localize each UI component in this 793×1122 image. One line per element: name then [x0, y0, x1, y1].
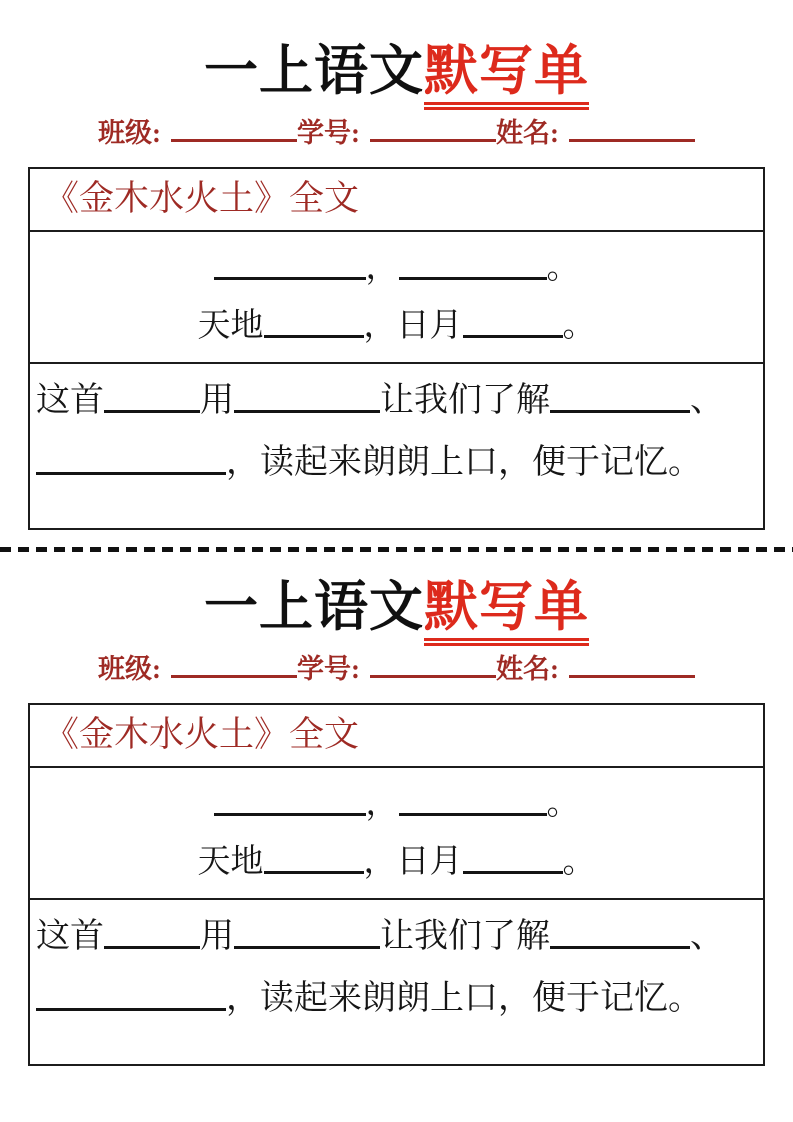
- poem-line: [30, 239, 763, 297]
- line-text: ，: [365, 249, 399, 286]
- line-text: 。: [546, 785, 580, 822]
- line-text: ，日月: [363, 307, 463, 344]
- class-blank: [171, 135, 297, 142]
- class-label: 班级:: [98, 653, 161, 684]
- meta-row: [0, 652, 793, 687]
- line-text: 用: [200, 917, 234, 955]
- class-label: 班级:: [98, 117, 161, 148]
- line-text: 。: [562, 843, 596, 880]
- box-header: 《金木水火土》全文: [30, 705, 763, 768]
- student-number-blank: [370, 135, 496, 142]
- meta-pair-student-number: [297, 652, 496, 687]
- line-text: ，: [365, 785, 399, 822]
- title-highlight: 默写单: [424, 41, 589, 110]
- fill-in-blank: [36, 1005, 226, 1011]
- line-text: ，读起来朗朗上口，便于记忆。: [226, 443, 702, 481]
- explanation-line: [36, 432, 757, 494]
- line-text: ，读起来朗朗上口，便于记忆。: [226, 979, 702, 1017]
- meta-pair-name: [496, 652, 695, 687]
- title-prefix: 一上语文: [204, 576, 424, 637]
- fill-in-blank: [214, 810, 366, 816]
- poem-area: [30, 232, 763, 364]
- fill-in-blank: [550, 943, 690, 949]
- explanation-line: [36, 370, 757, 432]
- fill-in-blank: [550, 407, 690, 413]
- page-title: [0, 40, 793, 104]
- line-text: 天地: [197, 307, 264, 344]
- name-blank: [569, 135, 695, 142]
- line-text: 。: [546, 249, 580, 286]
- meta-pair-class: [98, 116, 297, 151]
- poem-line: [30, 833, 763, 891]
- fill-in-blank: [234, 407, 380, 413]
- worksheet-box: [28, 703, 765, 1066]
- line-text: 这首: [36, 381, 104, 419]
- class-blank: [171, 671, 297, 678]
- explanation-area: [30, 364, 763, 528]
- explanation-area: [30, 900, 763, 1064]
- student-number-label: 学号:: [297, 653, 360, 684]
- worksheet-box: [28, 167, 765, 530]
- worksheet-section-1: [0, 40, 793, 530]
- name-blank: [569, 671, 695, 678]
- explanation-line: [36, 968, 757, 1030]
- poem-area: [30, 768, 763, 900]
- meta-pair-name: [496, 116, 695, 151]
- fill-in-blank: [104, 407, 200, 413]
- worksheet-section-2: [0, 576, 793, 1066]
- fill-in-blank: [104, 943, 200, 949]
- fill-in-blank: [214, 274, 366, 280]
- box-header: 《金木水火土》全文: [30, 169, 763, 232]
- title-highlight: 默写单: [424, 577, 589, 646]
- fill-in-blank: [399, 274, 547, 280]
- line-text: 、: [690, 381, 724, 419]
- fill-in-blank: [463, 868, 563, 874]
- fill-in-blank: [36, 469, 226, 475]
- fill-in-blank: [264, 332, 364, 338]
- poem-line: [30, 297, 763, 355]
- line-text: 用: [200, 381, 234, 419]
- line-text: ，日月: [363, 843, 463, 880]
- page-title: [0, 576, 793, 640]
- name-label: 姓名:: [496, 117, 559, 148]
- title-prefix: 一上语文: [204, 41, 424, 101]
- dashed-cut-line: [0, 547, 793, 552]
- fill-in-blank: [234, 943, 380, 949]
- name-label: 姓名:: [496, 653, 559, 684]
- fill-in-blank: [264, 868, 364, 874]
- line-text: 让我们了解: [380, 381, 550, 419]
- meta-pair-student-number: [297, 116, 496, 151]
- explanation-line: [36, 906, 757, 968]
- student-number-label: 学号:: [297, 117, 360, 148]
- line-text: 、: [690, 917, 724, 955]
- meta-row: [0, 116, 793, 151]
- student-number-blank: [370, 671, 496, 678]
- line-text: 天地: [197, 843, 264, 880]
- line-text: 让我们了解: [380, 917, 550, 955]
- line-text: 这首: [36, 917, 104, 955]
- fill-in-blank: [463, 332, 563, 338]
- fill-in-blank: [399, 810, 547, 816]
- poem-line: [30, 775, 763, 833]
- meta-pair-class: [98, 652, 297, 687]
- line-text: 。: [562, 307, 596, 344]
